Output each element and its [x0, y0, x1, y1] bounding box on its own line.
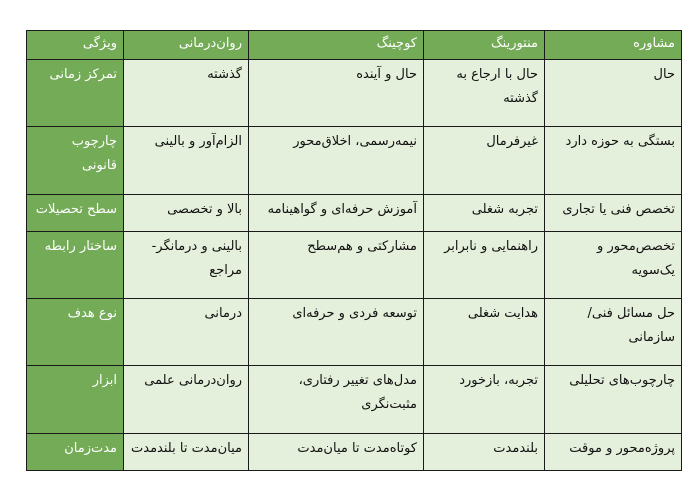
cell-psychotherapy: بالا و تخصصی	[124, 194, 249, 231]
header-coaching: کوچینگ	[249, 31, 424, 60]
cell-psychotherapy: میان‌مدت تا بلندمدت	[124, 433, 249, 470]
cell-mentoring: تجربه، بازخورد	[424, 366, 545, 433]
comparison-table-wrapper	[26, 30, 681, 471]
cell-psychotherapy: درمانی	[124, 299, 249, 366]
feature-label: سطح تحصیلات	[27, 194, 124, 231]
cell-coaching: توسعه فردی و حرفه‌ای	[249, 299, 424, 366]
cell-counseling: چارچوب‌های تحلیلی	[545, 366, 682, 433]
cell-psychotherapy: روان‌درمانی علمی	[124, 366, 249, 433]
cell-mentoring: راهنمایی و نابرابر	[424, 231, 545, 298]
cell-mentoring: تجربه شغلی	[424, 194, 545, 231]
feature-label: مدت‌زمان	[27, 433, 124, 470]
table-row	[27, 194, 682, 231]
table-row	[27, 231, 682, 298]
feature-label: ابزار	[27, 366, 124, 433]
cell-coaching: مدل‌های تغییر رفتاری، مثبت‌نگری	[249, 366, 424, 433]
feature-label: تمرکز زمانی	[27, 60, 124, 127]
table-row	[27, 127, 682, 194]
feature-label: ساختار رابطه	[27, 231, 124, 298]
cell-psychotherapy: گذشته	[124, 60, 249, 127]
cell-coaching: حال و آینده	[249, 60, 424, 127]
cell-coaching: مشارکتی و هم‌سطح	[249, 231, 424, 298]
table-row	[27, 433, 682, 470]
feature-label: نوع هدف	[27, 299, 124, 366]
cell-coaching: نیمه‌رسمی، اخلاق‌محور	[249, 127, 424, 194]
cell-counseling: پروژه‌محور و موقت	[545, 433, 682, 470]
header-counseling: مشاوره	[545, 31, 682, 60]
table-row	[27, 60, 682, 127]
cell-counseling: حل مسائل فنی/سازمانی	[545, 299, 682, 366]
cell-counseling: تخصص‌محور و یک‌سویه	[545, 231, 682, 298]
table-row	[27, 299, 682, 366]
cell-counseling: بستگی به حوزه دارد	[545, 127, 682, 194]
cell-coaching: کوتاه‌مدت تا میان‌مدت	[249, 433, 424, 470]
header-mentoring: منتورینگ	[424, 31, 545, 60]
cell-counseling: تخصص فنی یا تجاری	[545, 194, 682, 231]
feature-label: چارچوب قانونی	[27, 127, 124, 194]
cell-mentoring: حال با ارجاع به گذشته	[424, 60, 545, 127]
header-row	[27, 31, 682, 60]
cell-mentoring: غیرفرمال	[424, 127, 545, 194]
cell-psychotherapy: الزام‌آور و بالینی	[124, 127, 249, 194]
cell-mentoring: بلندمدت	[424, 433, 545, 470]
cell-counseling: حال	[545, 60, 682, 127]
cell-psychotherapy: بالینی و درمانگر-مراجع	[124, 231, 249, 298]
header-feature: ویژگی	[27, 31, 124, 60]
cell-mentoring: هدایت شغلی	[424, 299, 545, 366]
header-psychotherapy: روان‌درمانی	[124, 31, 249, 60]
cell-coaching: آموزش حرفه‌ای و گواهینامه	[249, 194, 424, 231]
table-row	[27, 366, 682, 433]
comparison-table	[26, 30, 682, 471]
